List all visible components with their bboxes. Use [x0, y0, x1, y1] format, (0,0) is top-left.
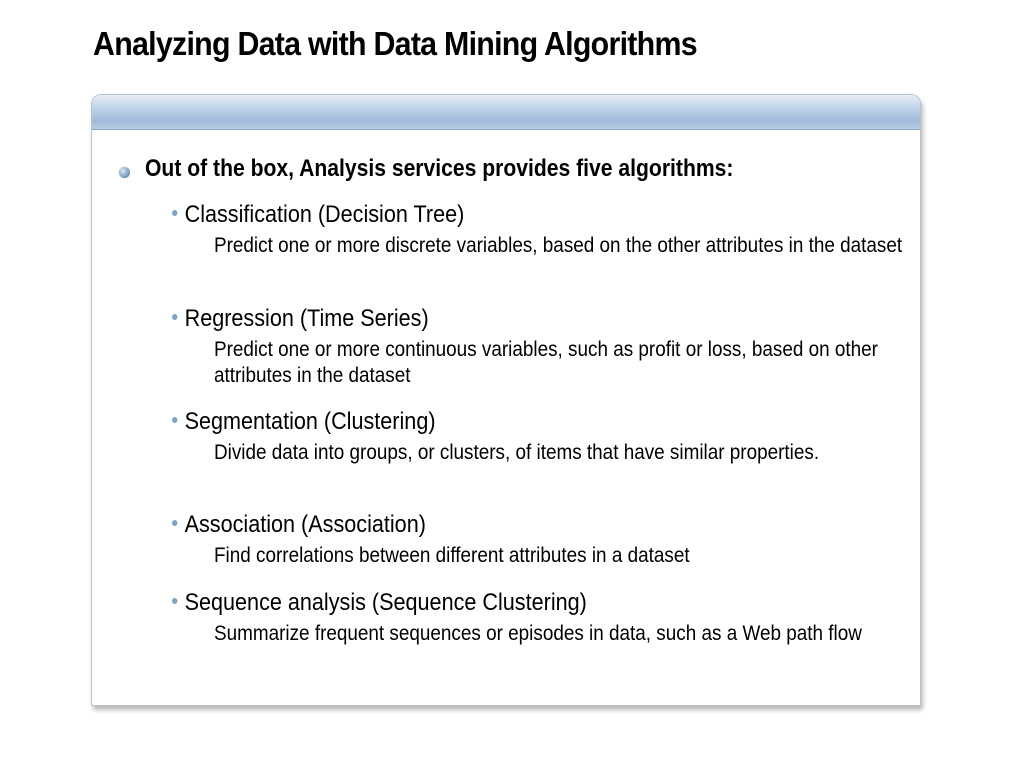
algorithm-name: Sequence analysis (Sequence Clustering) [184, 589, 587, 616]
algorithm-item-sequence-analysis [172, 588, 892, 647]
algorithm-name: Classification (Decision Tree) [184, 201, 465, 228]
algorithm-description: Divide data into groups, or clusters, of items that have similar properties. [214, 441, 820, 464]
slide-title: Analyzing Data with Data Mining Algorithms [93, 25, 697, 62]
bullet-dot-icon [172, 210, 177, 216]
bullet-dot-icon [172, 598, 177, 604]
algorithm-item-segmentation [172, 407, 892, 466]
algorithm-description: Predict one or more continuous variables, such as profit or loss, based on other attributes in the dataset [214, 338, 878, 387]
algorithm-item-classification [172, 200, 903, 259]
content-panel [91, 94, 921, 706]
bullet-icon [119, 167, 130, 178]
bullet-dot-icon [172, 417, 177, 423]
algorithm-name: Association (Association) [184, 511, 426, 538]
intro-bullet-text: Out of the box, Analysis services provides five algorithms: [145, 155, 734, 182]
panel-header-band [92, 95, 920, 130]
algorithm-name: Regression (Time Series) [184, 305, 429, 332]
algorithm-description: Find correlations between different attributes in a dataset [214, 544, 690, 567]
algorithm-item-regression [172, 304, 892, 389]
bullet-dot-icon [172, 520, 177, 526]
algorithm-name: Segmentation (Clustering) [184, 408, 436, 435]
algorithm-item-association [172, 510, 892, 569]
algorithm-description: Predict one or more discrete variables, based on the other attributes in the dataset [214, 234, 903, 257]
bullet-dot-icon [172, 314, 177, 320]
algorithm-description: Summarize frequent sequences or episodes in data, such as a Web path flow [214, 622, 862, 645]
